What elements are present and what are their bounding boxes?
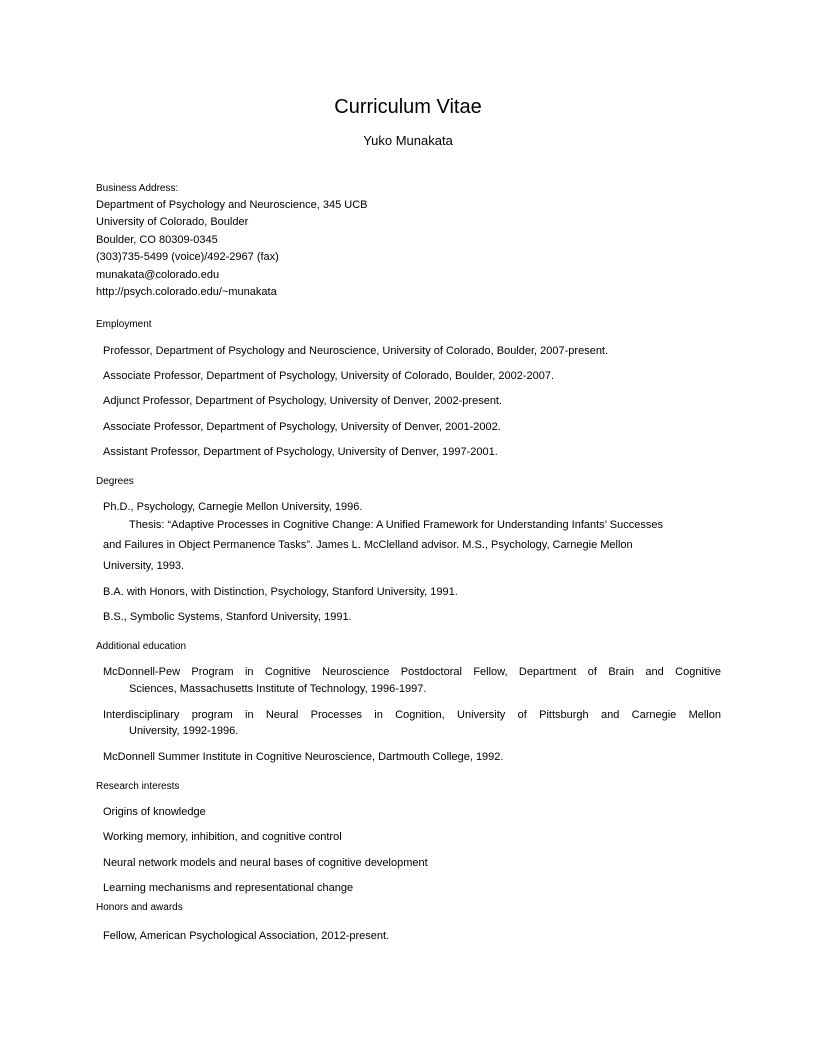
employment-item: Associate Professor, Department of Psychology, University of Colorado, Boulder, 2002-2007. [103,370,555,382]
additional-education-item: McDonnell Summer Institute in Cognitive Neuroscience, Dartmouth College, 1992. [103,751,504,763]
address-city: Boulder, CO 80309-0345 [96,233,218,246]
additional-education-item-continued: University, 1992-1996. [129,725,239,737]
research-interest-item: Neural network models and neural bases of cognitive development [103,857,428,869]
degrees-heading: Degrees [96,476,134,487]
employment-item: Professor, Department of Psychology and Neuroscience, University of Colorado, Boulder, 2007-present. [103,345,609,357]
business-address [96,181,736,301]
address-website: http://psych.colorado.edu/~munakata [96,285,277,298]
additional-education-item-continued: Sciences, Massachusetts Institute of Technology, 1996-1997. [129,683,427,695]
address-university: University of Colorado, Boulder [96,216,249,229]
additional-education-heading: Additional education [96,641,187,652]
page-title: Curriculum Vitae [334,96,482,118]
address-phone: (303)735-5499 (voice)/492-2967 (fax) [96,251,279,264]
honors-heading: Honors and awards [96,902,183,913]
research-interest-item: Origins of knowledge [103,806,206,818]
author-name: Yuko Munakata [363,133,453,148]
honor-item: Fellow, American Psychological Association, 2012-present. [103,930,390,942]
research-interests-heading: Research interests [96,781,180,792]
thesis-line: University, 1993. [103,560,185,572]
degree-ba: B.A. with Honors, with Distinction, Psychology, Stanford University, 1991. [103,586,458,598]
employment-item: Associate Professor, Department of Psychology, University of Denver, 2001-2002. [103,421,501,433]
thesis-line: Thesis: “Adaptive Processes in Cognitive Change: A Unified Framework for Understanding Infants’ Successes [129,519,663,531]
research-interest-item: Working memory, inhibition, and cognitive control [103,831,342,843]
degree-phd: Ph.D., Psychology, Carnegie Mellon University, 1996. [103,501,363,513]
additional-education-item: McDonnell-Pew Program in Cognitive Neuroscience Postdoctoral Fellow, Department of Brain and Cognitive [103,666,721,678]
business-address-label: Business Address: [96,183,179,194]
employment-item: Assistant Professor, Department of Psychology, University of Denver, 1997-2001. [103,446,498,458]
employment-item: Adjunct Professor, Department of Psychology, University of Denver, 2002-present. [103,395,503,407]
address-department: Department of Psychology and Neuroscience, 345 UCB [96,199,368,211]
employment-heading: Employment [96,319,152,330]
thesis-line: and Failures in Object Permanence Tasks”. James L. McClelland advisor. M.S., Psychology, Carnegie Mellon [103,539,633,551]
research-interest-item: Learning mechanisms and representational change [103,882,354,894]
degree-bs: B.S., Symbolic Systems, Stanford University, 1991. [103,611,352,623]
additional-education-item: Interdisciplinary program in Neural Processes in Cognition, University of Pittsburgh and Carnegie Mellon [103,709,721,721]
address-email: munakata@colorado.edu [96,268,220,281]
